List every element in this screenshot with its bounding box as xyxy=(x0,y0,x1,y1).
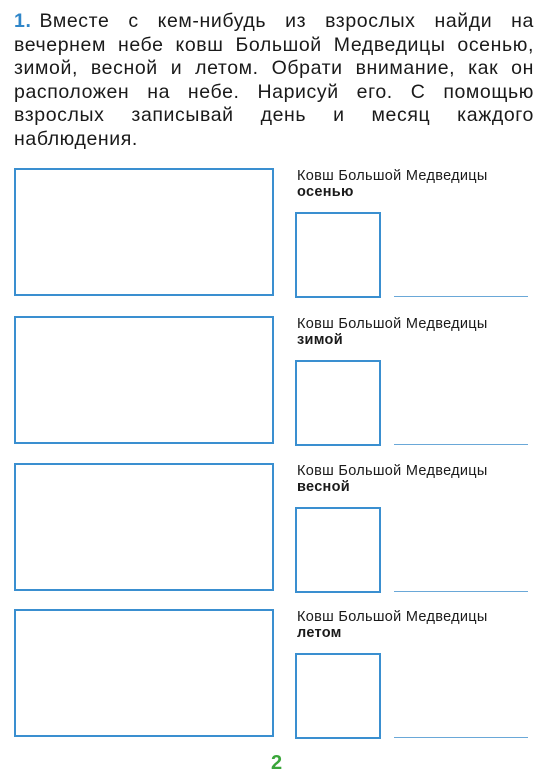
date-line-summer[interactable] xyxy=(394,737,528,738)
season-label: весной xyxy=(297,479,350,495)
caption-label: Ковш Большой Медведицы xyxy=(297,463,488,479)
date-line-autumn[interactable] xyxy=(394,296,528,297)
caption-label: Ковш Большой Медведицы xyxy=(297,168,488,184)
small-drawing-box-summer[interactable] xyxy=(295,653,381,739)
small-drawing-box-autumn[interactable] xyxy=(295,212,381,298)
task-text-block xyxy=(14,10,534,151)
caption-label: Ковш Большой Медведицы xyxy=(297,609,488,625)
observation-row-spring xyxy=(0,463,553,603)
caption-summer xyxy=(297,609,537,641)
season-label: летом xyxy=(297,625,342,641)
caption-spring xyxy=(297,463,537,495)
page-number: 2 xyxy=(270,752,283,774)
observation-row-autumn xyxy=(0,168,553,308)
drawing-box-winter[interactable] xyxy=(14,316,274,444)
caption-winter xyxy=(297,316,537,348)
observation-row-summer xyxy=(0,609,553,749)
date-line-winter[interactable] xyxy=(394,444,528,445)
season-label: осенью xyxy=(297,184,354,200)
season-label: зимой xyxy=(297,332,343,348)
drawing-box-spring[interactable] xyxy=(14,463,274,591)
task-instructions: Вместе с кем-нибудь из взрослых найди на вечернем небе ковш Большой Медведицы осенью, зимой, весной и летом. Обрати внимание, как он расположен на небе. Нарисуй его. С помощью взрослых записывай день и месяц каждого наблюдения. xyxy=(14,10,534,150)
small-drawing-box-spring[interactable] xyxy=(295,507,381,593)
date-line-spring[interactable] xyxy=(394,591,528,592)
drawing-box-autumn[interactable] xyxy=(14,168,274,296)
observation-row-winter xyxy=(0,316,553,456)
task-number: 1. xyxy=(14,10,32,32)
drawing-box-summer[interactable] xyxy=(14,609,274,737)
caption-autumn xyxy=(297,168,537,200)
small-drawing-box-winter[interactable] xyxy=(295,360,381,446)
caption-label: Ковш Большой Медведицы xyxy=(297,316,488,332)
